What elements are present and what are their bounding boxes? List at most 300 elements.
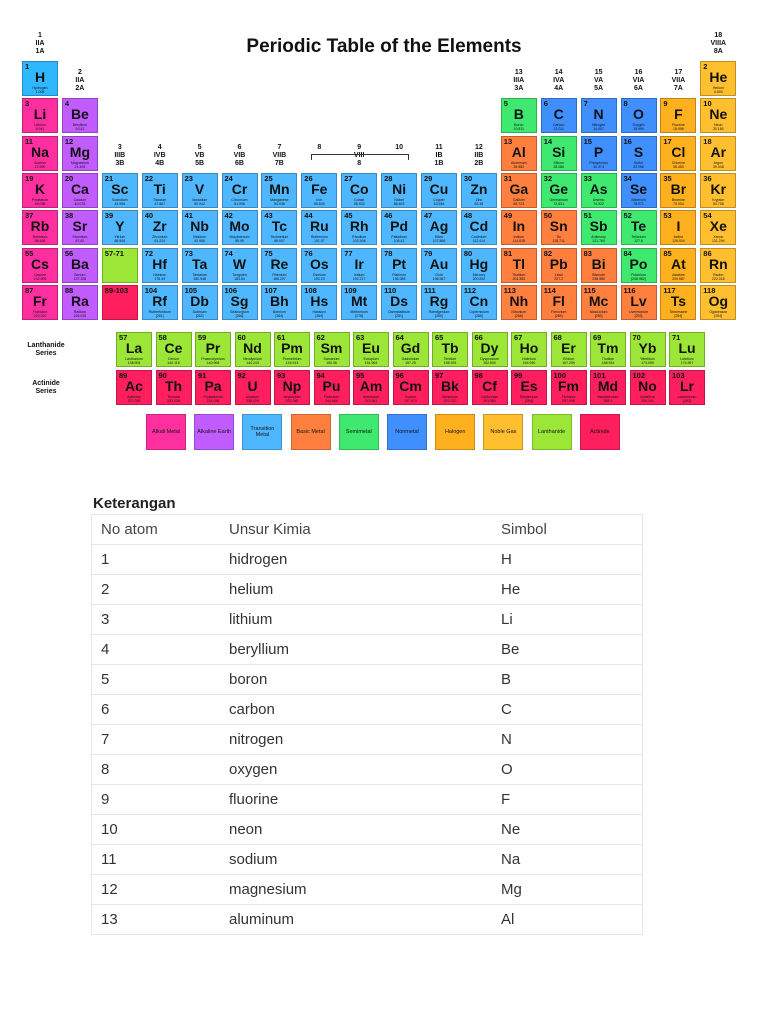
element-symbol: Ta bbox=[191, 255, 208, 272]
element-number: 32 bbox=[543, 173, 553, 183]
element-symbol: Rg bbox=[429, 292, 449, 309]
element-symbol: Bh bbox=[270, 292, 289, 309]
table-row bbox=[91, 575, 643, 605]
group-label-10 bbox=[381, 144, 417, 152]
element-name: Californium bbox=[480, 395, 499, 399]
element-mass: [208.982] bbox=[631, 276, 646, 281]
group-label-line: 3A bbox=[514, 85, 524, 92]
element-number: 106 bbox=[224, 285, 238, 295]
legend-semimetal: Semimetal bbox=[339, 414, 379, 450]
element-cell-U bbox=[235, 370, 271, 405]
group-label-line: 6A bbox=[634, 85, 643, 92]
element-number: 60 bbox=[237, 333, 246, 342]
element-symbol: N bbox=[593, 106, 604, 123]
element-mass: 174.967 bbox=[680, 361, 694, 365]
element-symbol: Re bbox=[270, 255, 289, 272]
group-label-line: 4 bbox=[157, 143, 162, 151]
element-mass: 223.020 bbox=[33, 313, 47, 318]
element-mass: 44.956 bbox=[114, 201, 126, 206]
element-symbol: Fr bbox=[33, 292, 47, 309]
element-mass: 257.095 bbox=[562, 399, 575, 403]
element-number: 104 bbox=[144, 285, 158, 295]
element-cell-Cd bbox=[461, 210, 497, 245]
element-symbol: Rh bbox=[349, 218, 369, 235]
group-label-line: 13 bbox=[514, 69, 523, 76]
element-name: Fluorine bbox=[672, 123, 685, 128]
element-cell-Si bbox=[541, 136, 577, 171]
element-symbol: S bbox=[633, 143, 644, 160]
cell-simbol: Al bbox=[491, 905, 643, 935]
element-mass: 231.036 bbox=[206, 399, 220, 403]
element-symbol: Sm bbox=[320, 340, 343, 356]
element-mass: 226.025 bbox=[73, 313, 87, 318]
element-cell-Ce bbox=[156, 332, 192, 367]
element-mass: 4.003 bbox=[713, 90, 723, 94]
element-symbol: Hf bbox=[152, 255, 168, 272]
element-mass: [281] bbox=[395, 313, 403, 318]
group-label-2 bbox=[62, 69, 98, 93]
element-cell-Ir bbox=[341, 248, 377, 283]
element-symbol: F bbox=[674, 106, 683, 123]
element-name: Osmium bbox=[312, 272, 326, 277]
periodic-table-title: Periodic Table of the Elements bbox=[246, 36, 522, 57]
element-mass: 88.906 bbox=[114, 239, 126, 244]
element-symbol: Cs bbox=[31, 255, 49, 272]
element-cell-W bbox=[222, 248, 258, 283]
element-number: 109 bbox=[344, 285, 357, 295]
element-name: Polonium bbox=[631, 272, 646, 277]
element-symbol: Cl bbox=[671, 143, 686, 160]
element-symbol: B bbox=[513, 106, 524, 123]
element-name: Argon bbox=[713, 160, 723, 165]
element-name: Strontium bbox=[72, 235, 88, 240]
legend-nonmetal: Nonmetal bbox=[387, 414, 427, 450]
table-row bbox=[91, 665, 643, 695]
element-number: 81 bbox=[503, 248, 513, 258]
group-label-line: IB bbox=[435, 151, 443, 159]
table-row bbox=[91, 815, 643, 845]
element-symbol: Ce bbox=[164, 340, 183, 356]
element-number: 19 bbox=[25, 173, 34, 183]
element-mass: [294] bbox=[714, 313, 723, 318]
element-mass: 50.942 bbox=[194, 201, 205, 206]
group-label-line: VIII bbox=[353, 151, 365, 159]
element-symbol: Sn bbox=[549, 218, 568, 235]
element-mass: 101.07 bbox=[313, 239, 325, 244]
element-symbol: Pm bbox=[281, 340, 303, 356]
cell-no-atom: 7 bbox=[91, 725, 219, 755]
element-cell-Md bbox=[590, 370, 626, 405]
cell-simbol: N bbox=[491, 725, 643, 755]
group-label-line: 1 bbox=[38, 32, 42, 39]
element-name: Roentgenium bbox=[428, 309, 450, 314]
element-cell-Rn bbox=[700, 248, 736, 283]
element-mass: 167.259 bbox=[562, 361, 575, 365]
element-cell-Bi bbox=[581, 248, 617, 283]
element-symbol: At bbox=[671, 255, 686, 272]
element-mass: 6.941 bbox=[35, 127, 45, 132]
element-mass: 196.967 bbox=[432, 276, 446, 281]
element-symbol: Yb bbox=[638, 340, 657, 356]
element-cell-Re bbox=[261, 248, 297, 283]
cell-unsur-kimia: helium bbox=[219, 575, 491, 605]
element-number: 99 bbox=[514, 371, 523, 380]
element-symbol: Am bbox=[359, 378, 383, 394]
element-cell-Tc bbox=[261, 210, 297, 245]
element-cell-La bbox=[116, 332, 152, 367]
cell-simbol: B bbox=[491, 665, 643, 695]
header-simbol: Simbol bbox=[491, 515, 643, 545]
element-name: Vanadium bbox=[191, 197, 208, 202]
element-mass: 9.012 bbox=[75, 127, 85, 132]
element-mass: [289] bbox=[594, 313, 603, 318]
element-name: Samarium bbox=[323, 357, 340, 361]
element-name: Actinium bbox=[127, 395, 141, 399]
element-number: 51 bbox=[583, 211, 592, 221]
element-cell-Ar bbox=[700, 136, 736, 171]
element-symbol: He bbox=[709, 69, 728, 85]
element-cell-He bbox=[700, 61, 736, 96]
cell-simbol: Ne bbox=[491, 815, 643, 845]
group-label-line: 4B bbox=[155, 159, 165, 167]
element-number: 57 bbox=[119, 333, 128, 342]
element-mass: 58.933 bbox=[353, 201, 365, 206]
element-cell-Ho bbox=[511, 332, 547, 367]
element-number: 49 bbox=[503, 211, 513, 221]
element-symbol: Bi bbox=[591, 255, 606, 272]
element-cell-Gd bbox=[393, 332, 429, 367]
element-symbol: Lr bbox=[680, 378, 694, 394]
element-symbol: Pb bbox=[549, 255, 568, 272]
element-name: Chlorine bbox=[671, 160, 685, 165]
element-name: Flerovium bbox=[551, 309, 567, 314]
element-symbol: Md bbox=[597, 378, 619, 394]
element-cell-Rg bbox=[421, 285, 457, 320]
element-mass: 137.328 bbox=[73, 276, 87, 281]
element-name: Thorium bbox=[167, 395, 180, 399]
element-cell-Mo bbox=[222, 210, 258, 245]
group-label-line: 8A bbox=[713, 48, 723, 55]
element-name: Dysprosium bbox=[480, 357, 499, 361]
element-number: 65 bbox=[435, 333, 444, 342]
element-number: 4 bbox=[64, 99, 70, 109]
cell-unsur-kimia: aluminum bbox=[219, 905, 491, 935]
element-mass: 69.723 bbox=[513, 201, 525, 206]
element-symbol: Nb bbox=[190, 218, 209, 235]
element-number: 118 bbox=[703, 285, 716, 295]
element-symbol: Sc bbox=[111, 180, 129, 197]
element-symbol: Tc bbox=[271, 218, 288, 235]
element-number: 25 bbox=[264, 173, 273, 183]
element-mass: [261] bbox=[155, 313, 164, 318]
element-symbol: Ge bbox=[549, 180, 569, 197]
element-name: Ruthenium bbox=[310, 235, 328, 240]
element-cell-Cs bbox=[22, 248, 58, 283]
element-mass: 200.592 bbox=[472, 276, 486, 281]
legend-basic: Basic Metal bbox=[291, 414, 331, 450]
element-number: 15 bbox=[583, 136, 592, 146]
table-row bbox=[91, 605, 643, 635]
element-number: 37 bbox=[25, 211, 34, 221]
cell-unsur-kimia: hidrogen bbox=[219, 545, 491, 575]
element-name: Rutherfordium bbox=[148, 309, 171, 314]
element-cell-Sc bbox=[102, 173, 138, 208]
element-cell-Ds bbox=[381, 285, 417, 320]
element-mass: 39.948 bbox=[712, 164, 724, 169]
element-number: 28 bbox=[384, 173, 393, 183]
element-number: 69 bbox=[593, 333, 602, 342]
element-number: 8 bbox=[623, 99, 628, 109]
element-number: 86 bbox=[703, 248, 712, 258]
element-symbol: Ba bbox=[70, 255, 89, 272]
element-mass: 24.305 bbox=[74, 164, 86, 169]
element-mass: 204.383 bbox=[512, 276, 526, 281]
element-cell-Bh bbox=[261, 285, 297, 320]
cell-no-atom: 2 bbox=[91, 575, 219, 605]
element-number: 89 bbox=[119, 371, 128, 380]
element-number: 116 bbox=[623, 285, 636, 295]
element-symbol: Np bbox=[282, 378, 302, 394]
element-number: 89-103 bbox=[104, 285, 129, 295]
element-cell-Sm bbox=[314, 332, 350, 367]
element-mass: 195.085 bbox=[392, 276, 406, 281]
element-mass: 35.453 bbox=[673, 164, 684, 169]
element-cell-Sg bbox=[222, 285, 258, 320]
element-symbol: Lu bbox=[678, 340, 696, 356]
element-number: 115 bbox=[583, 285, 596, 295]
element-cell-Ge bbox=[541, 173, 577, 208]
element-mass: 95.95 bbox=[235, 239, 244, 244]
element-mass: 83.798 bbox=[712, 201, 724, 206]
element-number: 91 bbox=[198, 371, 207, 380]
element-cell-57-71 bbox=[102, 248, 138, 283]
element-symbol: V bbox=[194, 180, 205, 197]
group-label-line: 18 bbox=[714, 32, 723, 39]
element-symbol: Pd bbox=[390, 218, 409, 235]
element-symbol: Sb bbox=[589, 218, 608, 235]
element-name: Lithium bbox=[34, 123, 46, 128]
legend-alkaline: Alkaline Earth bbox=[194, 414, 234, 450]
element-name: Rhodium bbox=[352, 235, 367, 240]
element-number: 42 bbox=[224, 211, 233, 221]
element-cell-Br bbox=[660, 173, 696, 208]
element-number: 16 bbox=[623, 136, 632, 146]
element-name: Manganese bbox=[270, 197, 289, 202]
element-name: Moscovium bbox=[589, 309, 608, 314]
element-cell-B bbox=[501, 98, 537, 133]
element-number: 72 bbox=[144, 248, 154, 258]
element-cell-Lu bbox=[669, 332, 705, 367]
element-number: 71 bbox=[672, 333, 681, 342]
element-name: Nihonium bbox=[511, 309, 527, 314]
element-symbol: Te bbox=[630, 218, 647, 235]
element-number: 79 bbox=[424, 248, 433, 258]
cell-no-atom: 9 bbox=[91, 785, 219, 815]
element-number: 1 bbox=[25, 62, 30, 71]
element-symbol: O bbox=[633, 106, 644, 123]
element-number: 66 bbox=[474, 333, 483, 342]
element-mass: 140.116 bbox=[167, 361, 180, 365]
element-name: Niobium bbox=[193, 235, 207, 240]
element-symbol: Mt bbox=[351, 292, 368, 309]
keterangan-title: Keterangan bbox=[93, 495, 176, 512]
element-symbol: Na bbox=[31, 143, 49, 160]
cell-simbol: F bbox=[491, 785, 643, 815]
element-mass: 40.078 bbox=[74, 201, 86, 206]
element-number: 85 bbox=[663, 248, 672, 258]
element-number: 63 bbox=[356, 333, 365, 342]
element-number: 114 bbox=[543, 285, 556, 295]
element-cell-Fe bbox=[301, 173, 337, 208]
element-number: 87 bbox=[25, 285, 34, 295]
group-label-line: VIIB bbox=[272, 151, 287, 159]
element-cell-Db bbox=[182, 285, 218, 320]
element-mass: 51.996 bbox=[234, 201, 245, 206]
element-cell-I bbox=[660, 210, 696, 245]
table-row bbox=[91, 695, 643, 725]
element-cell-Ra bbox=[62, 285, 98, 320]
element-name: Selenium bbox=[631, 197, 646, 202]
table-row bbox=[91, 905, 643, 935]
element-number: 7 bbox=[583, 99, 588, 109]
element-name: Zinc bbox=[475, 197, 483, 202]
element-mass: [293] bbox=[634, 313, 643, 318]
element-name: Thulium bbox=[601, 357, 615, 361]
element-cell-Eu bbox=[353, 332, 389, 367]
element-cell-Ac bbox=[116, 370, 152, 405]
element-name: Zirconium bbox=[152, 235, 168, 240]
element-symbol: Ga bbox=[509, 180, 529, 197]
table-row bbox=[91, 845, 643, 875]
element-mass: 144.243 bbox=[246, 361, 259, 365]
element-symbol: H bbox=[34, 69, 46, 85]
element-mass: 151.964 bbox=[364, 361, 378, 365]
element-name: Meitnerium bbox=[350, 309, 368, 314]
element-symbol: Ca bbox=[70, 180, 89, 197]
element-name: Titanium bbox=[153, 197, 167, 202]
element-number: 27 bbox=[344, 173, 353, 183]
element-symbol: Pa bbox=[204, 378, 222, 394]
group-label-line: IIB bbox=[474, 151, 484, 159]
element-cell-Ti bbox=[142, 173, 178, 208]
element-mass: 178.49 bbox=[154, 276, 166, 281]
element-name: Tellurium bbox=[631, 235, 646, 240]
element-mass: 78.971 bbox=[633, 201, 644, 206]
group-label-1 bbox=[22, 32, 58, 56]
element-mass: 168.934 bbox=[601, 361, 615, 365]
cell-unsur-kimia: beryllium bbox=[219, 635, 491, 665]
element-symbol: No bbox=[638, 378, 657, 394]
element-cell-In bbox=[501, 210, 537, 245]
element-name: Oganesson bbox=[709, 309, 728, 314]
group-label-11 bbox=[421, 144, 457, 168]
element-number: 36 bbox=[703, 173, 712, 183]
table-row bbox=[91, 875, 643, 905]
element-number: 20 bbox=[64, 173, 74, 183]
table-row bbox=[91, 785, 643, 815]
element-cell-H bbox=[22, 61, 58, 96]
group-label-12 bbox=[461, 144, 497, 168]
element-number: 48 bbox=[463, 211, 473, 221]
element-mass: 1.008 bbox=[35, 90, 45, 94]
element-number: 53 bbox=[663, 211, 672, 221]
cell-unsur-kimia: oxygen bbox=[219, 755, 491, 785]
element-mass: 183.84 bbox=[234, 276, 245, 281]
element-cell-C bbox=[541, 98, 577, 133]
element-name: Protactinium bbox=[203, 395, 223, 399]
element-cell-Es bbox=[511, 370, 547, 405]
element-mass: 102.906 bbox=[352, 239, 366, 244]
element-number: 24 bbox=[224, 173, 233, 183]
element-symbol: C bbox=[553, 106, 564, 123]
element-name: Lanthanum bbox=[125, 357, 143, 361]
element-mass: [289] bbox=[554, 313, 563, 318]
element-mass: 106.42 bbox=[393, 239, 405, 244]
group-label-line: IIIA bbox=[513, 77, 525, 84]
element-number: 39 bbox=[104, 211, 114, 221]
element-name: Aluminum bbox=[511, 160, 527, 165]
element-mass: 10.811 bbox=[513, 127, 525, 132]
element-mass: 114.818 bbox=[512, 239, 525, 244]
element-number: 9 bbox=[663, 99, 668, 109]
element-mass: 26.982 bbox=[513, 164, 525, 169]
cell-no-atom: 4 bbox=[91, 635, 219, 665]
element-symbol: I bbox=[676, 218, 681, 235]
element-name: Hydrogen bbox=[32, 86, 48, 90]
element-mass: [286] bbox=[514, 313, 523, 318]
group-label-6 bbox=[222, 144, 258, 168]
element-number: 30 bbox=[463, 173, 473, 183]
element-mass: 162.500 bbox=[483, 361, 496, 365]
element-name: Mercury bbox=[472, 272, 486, 277]
group-label-18 bbox=[700, 32, 736, 56]
element-mass: 87.62 bbox=[75, 239, 85, 244]
element-symbol: Fe bbox=[311, 180, 328, 197]
element-cell-Fm bbox=[551, 370, 587, 405]
group-label-line: 8 bbox=[317, 143, 322, 151]
legend-alkali: Alkali Metal bbox=[146, 414, 186, 450]
element-symbol: Dy bbox=[480, 340, 499, 356]
element-name: Carbon bbox=[552, 123, 565, 128]
element-symbol: Fm bbox=[558, 378, 579, 394]
element-mass: 138.905 bbox=[127, 361, 141, 365]
element-name: Molybdenum bbox=[229, 235, 250, 240]
element-mass: 244.064 bbox=[325, 399, 338, 403]
element-cell-Cm bbox=[393, 370, 429, 405]
element-cell-Cf bbox=[472, 370, 508, 405]
element-number: 96 bbox=[395, 371, 404, 380]
element-name: Indium bbox=[513, 235, 525, 240]
group-label-17 bbox=[660, 69, 696, 93]
group-viii-bracket bbox=[311, 151, 409, 160]
element-number: 75 bbox=[264, 248, 273, 258]
element-cell-Sn bbox=[541, 210, 577, 245]
element-number: 43 bbox=[264, 211, 273, 221]
element-number: 112 bbox=[463, 285, 476, 295]
group-label-line: IIA bbox=[35, 40, 45, 47]
element-mass: 127.6 bbox=[634, 239, 643, 244]
element-cell-S bbox=[621, 136, 657, 171]
element-name: Rhenium bbox=[272, 272, 287, 277]
element-cell-Au bbox=[421, 248, 457, 283]
element-mass: 157.25 bbox=[405, 361, 416, 365]
group-label-line: VB bbox=[194, 151, 205, 159]
group-label-line: IVB bbox=[153, 151, 166, 159]
element-symbol: Tl bbox=[512, 255, 526, 272]
element-cell-Cn bbox=[461, 285, 497, 320]
element-name: Tennessine bbox=[669, 309, 688, 314]
element-mass: 247.070 bbox=[404, 399, 417, 403]
